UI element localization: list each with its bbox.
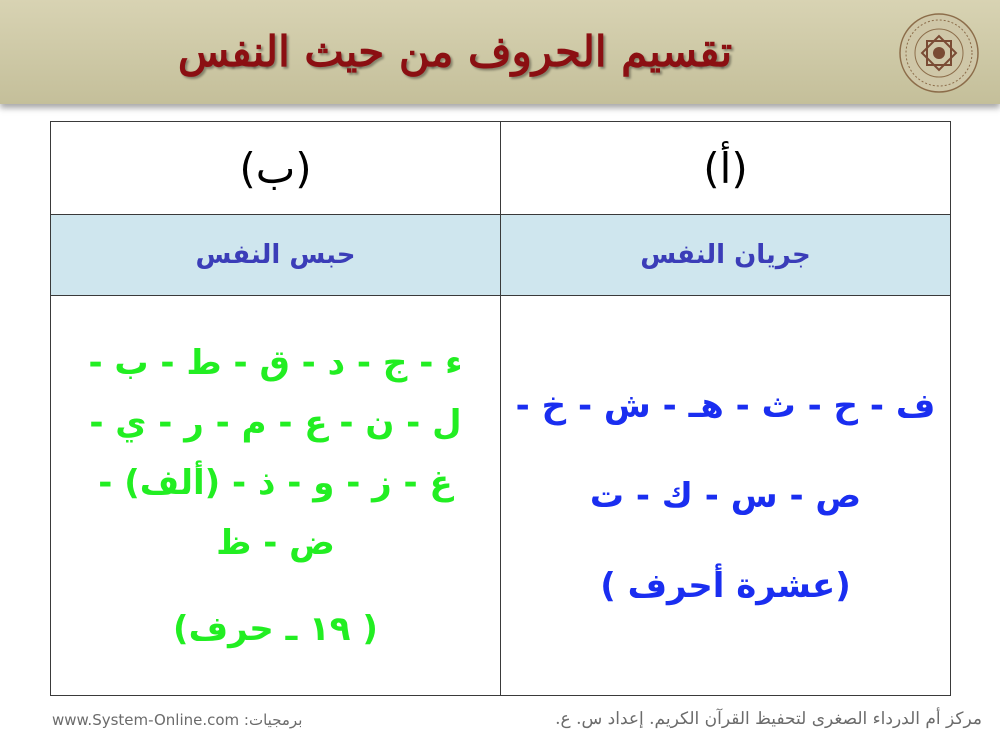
flowing-letters-line: ص - س - ك - ت: [589, 475, 862, 516]
heading-breath-held: حبس النفس: [51, 215, 501, 296]
column-letter-a: (أ): [501, 122, 951, 215]
flowing-letters-line: ف - ح - ث - هـ - ش - خ -: [515, 385, 936, 426]
center-logo-icon: [898, 12, 980, 94]
footer-credits: www.System-Online.com :برمجيات: [52, 711, 303, 729]
column-letter-b: (ب): [51, 122, 501, 215]
page-title: تقسيم الحروف من حيث النفس: [177, 27, 733, 76]
footer-center-name: مركز أم الدرداء الصغرى لتحفيظ القرآن الكريم. إعداد س. ع.: [555, 709, 982, 729]
held-letters-count: ( ١٩ ـ حرف): [173, 608, 378, 649]
held-letters-line: ء - ج - د - ق - ط - ب -: [88, 342, 463, 383]
held-letters-cell: [51, 296, 501, 696]
title-banner: [0, 0, 1000, 104]
heading-breath-flowing: جريان النفس: [501, 215, 951, 296]
held-letters-line: غ - ز - و - ذ - (ألف) -: [98, 462, 453, 503]
flowing-letters-count: (عشرة أحرف ): [600, 565, 851, 606]
letters-table: [50, 121, 951, 696]
held-letters-line: ض - ظ: [216, 522, 335, 563]
flowing-letters-cell: [501, 296, 951, 696]
held-letters-line: ل - ن - ع - م - ر - ي -: [89, 402, 462, 443]
